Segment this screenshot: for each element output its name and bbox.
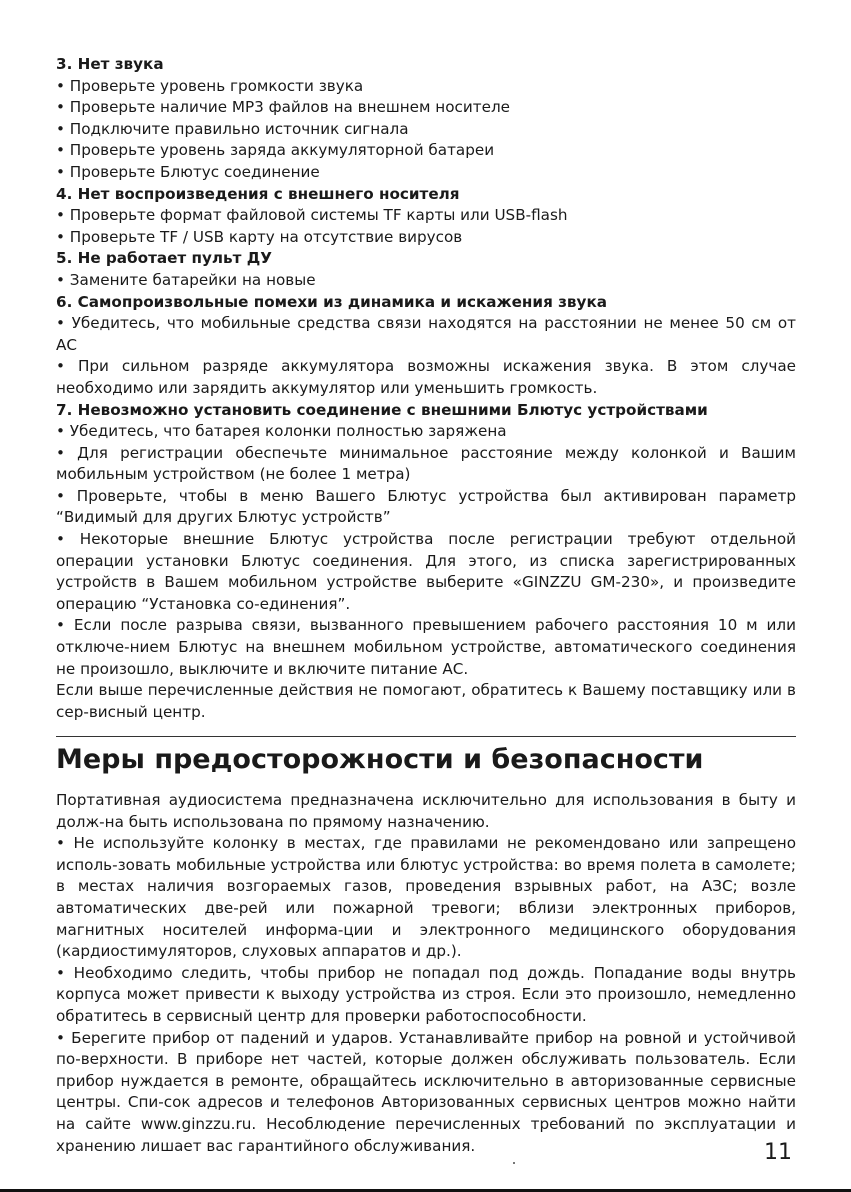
troubleshooting-item: • Некоторые внешние Блютус устройства после регистрации требуют отдельной операции установки Блютус соединения. Для этого, из списка зарегистрированных устройств в Вашем мобильном устройстве выберите «GINZZU GM-230», и произведите операцию “Установка со-единения”. (56, 530, 796, 613)
safety-section (56, 790, 796, 1157)
troubleshooting-item: • Проверьте уровень заряда аккумуляторной батареи (56, 141, 495, 160)
troubleshooting-item: • При сильном разряде аккумулятора возможны искажения звука. В этом случае необходимо или зарядить аккумулятор или уменьшить громкость. (56, 357, 796, 397)
print-mark (513, 1162, 515, 1164)
troubleshooting-item: • Проверьте, чтобы в меню Вашего Блютус устройства был активирован параметр “Видимый для других Блютус устройств” (56, 486, 796, 527)
troubleshooting-note: Если выше перечисленные действия не помогают, обратитесь к Вашему поставщику или в сер-висный центр. (56, 681, 796, 721)
troubleshooting-heading: 5. Не работает пульт ДУ (56, 249, 272, 268)
safety-paragraph: • Берегите прибор от падений и ударов. Устанавливайте прибор на ровной и устойчивой по-верхности. В приборе нет частей, которые должен обслуживать пользователь. Если прибор нуждается в ремонте, обращайтесь исключительно в авторизованные сервисные центры. Спи-сок адресов и телефонов Авторизованных сервисных центров можно найти на сайте www.ginzzu.ru. Несоблюдение перечисленных требований по эксплуатации и хранению лишает вас гарантийного обслуживания. (56, 1028, 796, 1155)
safety-paragraph: Портативная аудиосистема предназначена исключительно для использования в быту и долж-на быть использована по прямому назначению. (56, 791, 796, 831)
troubleshooting-item: • Проверьте Блютус соединение (56, 162, 320, 181)
troubleshooting-heading: 6. Самопроизвольные помехи из динамика и искажения звука (56, 292, 607, 311)
troubleshooting-item: • Для регистрации обеспечьте минимальное расстояние между колонкой и Вашим мобильным устройством (не более 1 метра) (56, 443, 796, 484)
troubleshooting-item: • Проверьте уровень громкости звука (56, 76, 364, 95)
safety-paragraph: • Не используйте колонку в местах, где правилами не рекомендовано или запрещено исполь-зовать мобильные устройства или блютус устройства: во время полета в самолете; в местах наличия возгораемых газов, проведения взрывных работ, на АЗС; возле автоматических две-рей или пожарной тревоги; вблизи электронных приборов, магнитных носителей информа-ции и электронного медицинского оборудования (кардиостимуляторов, слуховых аппаратов и др.). (56, 834, 796, 961)
safety-paragraph: • Необходимо следить, чтобы прибор не попадал под дождь. Попадание воды внутрь корпуса может привести к выходу устройства из строя. Если это произошло, немедленно обратитесь в сервисный центр для проверки работоспособности. (56, 963, 796, 1025)
troubleshooting-item: • Замените батарейки на новые (56, 270, 316, 289)
troubleshooting-item: • Проверьте наличие MP3 файлов на внешнем носителе (56, 98, 510, 117)
troubleshooting-item: • Убедитесь, что мобильные средства связи находятся на расстоянии не менее 50 см от АС (56, 314, 796, 354)
troubleshooting-heading: 7. Невозможно установить соединение с внешними Блютус устройствами (56, 400, 708, 419)
troubleshooting-item: • Убедитесь, что батарея колонки полностью заряжена (56, 422, 507, 441)
page-number: 11 (764, 1140, 792, 1165)
troubleshooting-item: • Если после разрыва связи, вызванного превышением рабочего расстояния 10 м или отключе-нием Блютус на внешнем мобильном устройстве, автоматического соединения не произошло, выключите и включите питание АС. (56, 616, 796, 678)
troubleshooting-item: • Подключите правильно источник сигнала (56, 119, 409, 138)
troubleshooting-heading: 3. Нет звука (56, 55, 164, 73)
troubleshooting-heading: 4. Нет воспроизведения с внешнего носителя (56, 184, 460, 203)
troubleshooting-section (56, 54, 796, 723)
section-divider (56, 736, 796, 737)
troubleshooting-item: • Проверьте формат файловой системы TF карты или USB-flash (56, 206, 568, 225)
safety-title: Меры предосторожности и безопасности (56, 744, 704, 775)
troubleshooting-item: • Проверьте TF / USB карту на отсутствие вирусов (56, 227, 463, 246)
